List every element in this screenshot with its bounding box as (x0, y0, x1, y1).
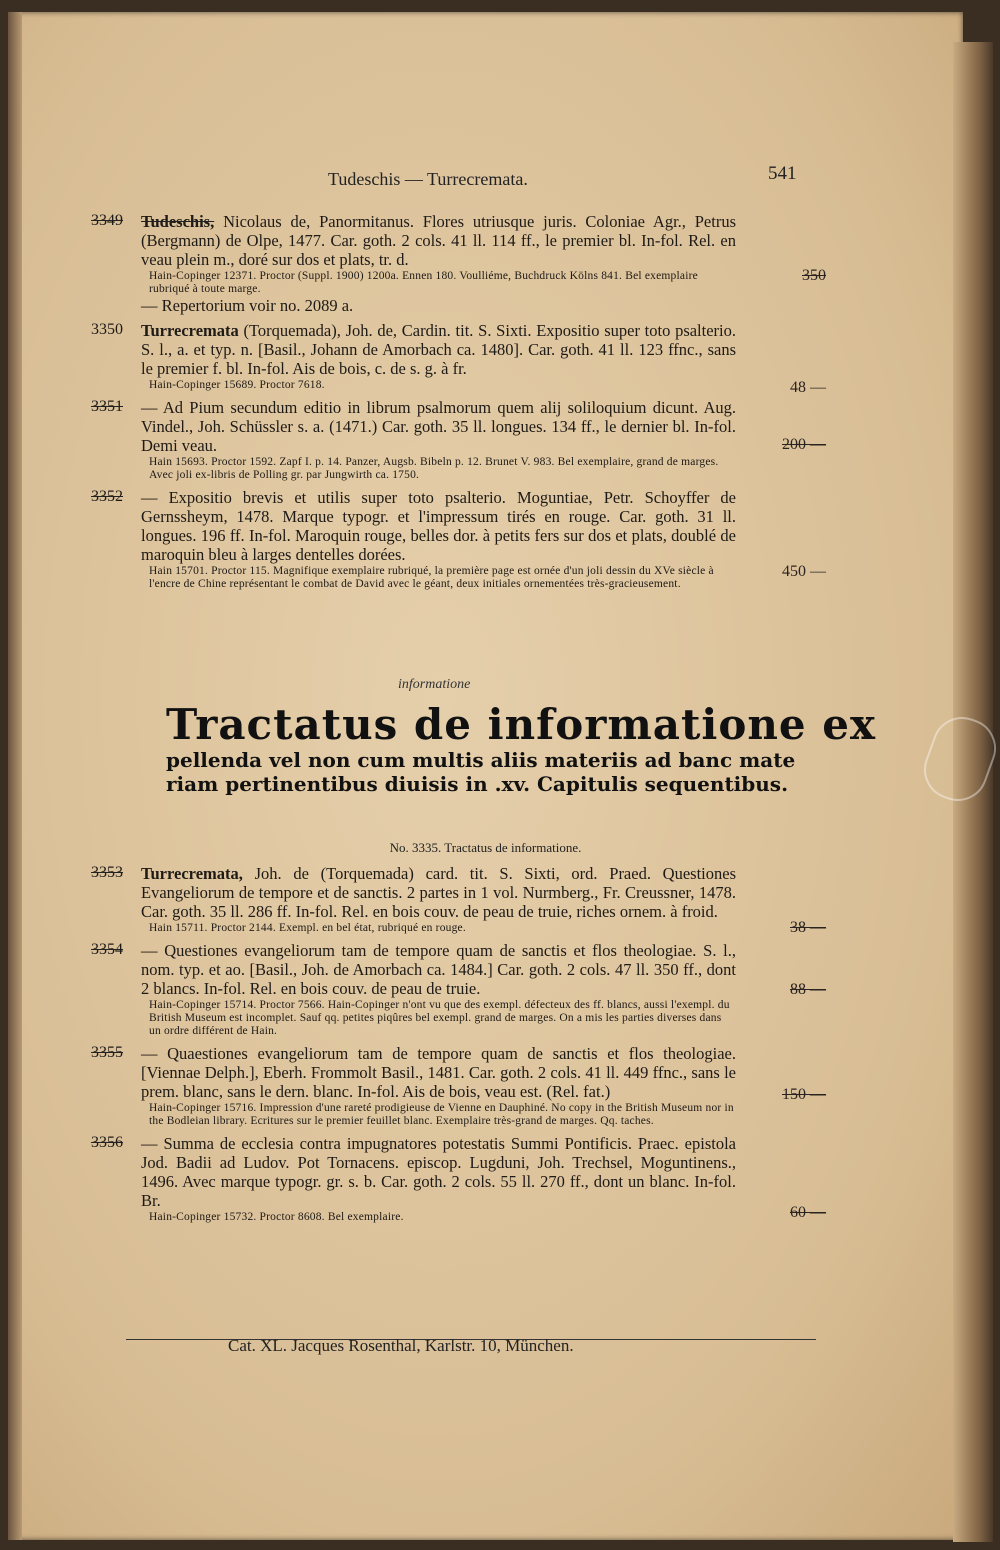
entry-note: Hain-Copinger 15689. Proctor 7618. (149, 379, 325, 391)
catalog-entry (91, 941, 826, 1038)
entry-price: 38 — (790, 919, 826, 936)
entry-sub: — Repertorium voir no. 2089 a. (141, 296, 354, 315)
entry-number: 3354 (91, 941, 123, 958)
woodcut-line-3: riam pertinentibus diuisis in .xv. Capitulis sequentibus. (166, 772, 789, 796)
entry-note: Hain 15693. Proctor 1592. Zapf I. p. 14. Panzer, Augsb. Bibeln p. 12. Brunet V. 983. Bel exemplaire, grand de marges. Avec joli ex-libris de Polling gr. par Jungwirth ca. 1750. (149, 456, 719, 481)
entry-text: Nicolaus de, Panormitanus. Flores utriusque juris. Coloniae Agr., Petrus (Bergmann) de Olpe, 1477. Car. goth. 2 cols. 41 ll. 114 ff., le premier bl. In-fol. Rel. en veau plein m., doré sur dos et plats, tr. d. (141, 212, 737, 269)
page-footer: Cat. XL. Jacques Rosenthal, Karlstr. 10, München. (228, 1336, 574, 1355)
catalog-page (8, 12, 963, 1540)
woodcut-title-facsimile (166, 700, 877, 832)
entry-note: Hain 15701. Proctor 115. Magnifique exemplaire rubriqué, la première page est ornée d'un joli dessin du XVe siècle à l'encre de Chine représentant le combat de David avec le géant, deux initiales ornementées très-gracieusement. (149, 565, 714, 590)
page-header (8, 163, 963, 193)
entry-text: — Expositio brevis et utilis super toto psalterio. Moguntiae, Petr. Schoyffer de Gernssheym, 1478. Marque typogr. et l'impressum tirés en rouge. Car. goth. 31 ll. longues. 196 ff. In-fol. Maroquin rouge, belles dor. à petits fers sur dos et plats, doublé de maroquin bleu à larges dentelles dorées. (141, 488, 736, 564)
entry-text: — Ad Pium secundum editio in librum psalmorum quem alij soliloquium dicunt. Aug. Vindel., Joh. Schüssler s. a. (1471.) Car. goth. 35 ll. longues. 134 ff., le dernier bl. In-fol. Demi veau. (141, 398, 736, 455)
entry-head: Tudeschis, (141, 212, 215, 231)
entry-note: Hain-Copinger 15732. Proctor 8608. Bel exemplaire. (149, 1211, 404, 1223)
entry-note: Hain-Copinger 12371. Proctor (Suppl. 1900) 1200a. Ennen 180. Voulliéme, Buchdruck Kölns 841. Bel exemplaire rubriqué à toute marge. (149, 270, 698, 295)
entry-text: (Torquemada), Joh. de, Cardin. tit. S. Sixti. Expositio super toto psalterio. S. l., a. et typ. n. [Basil., Johann de Amorbach ca. 1480]. Car. goth. 41 ll. 123 ffnc., sans le premier f. bl. In-fol. Ais de bois, c. de s. g. à fr. (141, 321, 737, 378)
handwritten-annotation: informatione (398, 677, 471, 692)
entry-text: — Summa de ecclesia contra impugnatores potestatis Summi Pontificis. Praec. epistola Jod. Badii ad Ludov. Pot Tornacens. episcop. Lugduni, Joh. Trechsel, Moguntinens., 1496. Avec marque typogr. gr. s. b. Car. goth. 2 cols. 55 ll. 270 ff., dont un blanc. In-fol. Br. (141, 1134, 736, 1210)
catalog-entry (91, 864, 826, 936)
entry-head: Turrecremata, (141, 864, 243, 883)
page-number: 541 (768, 163, 797, 184)
catalog-entry (91, 321, 826, 396)
page-gutter (8, 12, 22, 1540)
entry-number: 3355 (91, 1044, 123, 1061)
entry-note: Hain-Copinger 15714. Proctor 7566. Hain-Copinger n'ont vu que des exempl. défecteux des ff. blancs, aussi l'exempl. du British Museum est incomplet. Sauf qq. petites piqûres bel exempl. grand de marges. On a mis les parties diverses dans un ordre différent de Hain. (149, 999, 730, 1037)
entries-top (91, 212, 826, 597)
catalog-entry (91, 1044, 826, 1128)
entry-price: 450 — (782, 563, 826, 580)
entry-head: Turrecremata (141, 321, 239, 340)
entry-price: 60 — (790, 1204, 826, 1221)
catalog-entry (91, 398, 826, 482)
entry-number: 3350 (91, 321, 123, 338)
entry-note: Hain 15711. Proctor 2144. Exempl. en bel état, rubriqué en rouge. (149, 922, 466, 934)
entry-number: 3356 (91, 1134, 123, 1151)
entry-price: 350 (802, 267, 826, 284)
entries-bottom (91, 864, 826, 1230)
woodcut-line-2: pellenda vel non cum multis aliis materiis ad banc mate (166, 748, 796, 772)
entry-price: 150 — (782, 1086, 826, 1103)
catalog-entry (91, 1134, 826, 1224)
woodcut-caption: No. 3335. Tractatus de informatione. (389, 840, 582, 855)
entry-number: 3351 (91, 398, 123, 415)
entry-number: 3349 (91, 212, 123, 229)
entry-number: 3352 (91, 488, 123, 505)
entry-note: Hain-Copinger 15716. Impression d'une rareté prodigieuse de Vienne en Dauphiné. No copy in the British Museum nor in the Bodleian library. Ecritures sur le premier feuillet blanc. Exemplaire très-grand de marges. Qq. taches. (149, 1102, 734, 1127)
entry-number: 3353 (91, 864, 123, 881)
catalog-entry (91, 488, 826, 591)
entry-text: — Quaestiones evangeliorum tam de tempore quam de sanctis et flos theologiae. [Viennae Delph.], Eberh. Frommolt Basil., 1481. Car. goth. 2 cols. 41 ll. 449 ffnc., sans le prem. blanc, sans le dern. blanc. In-fol. Ais de bois, veau est. (Rel. fat.) (141, 1044, 736, 1101)
entry-price: 88 — (790, 981, 826, 998)
entry-price: 200 — (782, 436, 826, 453)
woodcut-line-1: Tractatus de informatione ex (166, 700, 877, 749)
entry-text: Joh. de (Torquemada) card. tit. S. Sixti, ord. Praed. Questiones Evangeliorum de tempore et de sanctis. 2 partes in 1 vol. Nurmberg., Fr. Creussner, 1478. Car. goth. 35 ll. 286 ff. In-fol. Rel. en bois couv. de peau de truie, riches ornem. à froid. (141, 864, 736, 921)
entry-text: — Questiones evangeliorum tam de tempore quam de sanctis et flos theologiae. S. l., nom. typ. et ao. [Basil., Joh. de Amorbach ca. 1484.] Car. goth. 2 cols. 47 ll. 350 ff., dont 2 blancs. In-fol. Rel. en bois couv. de peau de truie. (141, 941, 736, 998)
catalog-entry (91, 212, 826, 315)
entry-price: 48 — (790, 379, 826, 396)
running-head: Tudeschis — Turrecremata. (328, 169, 528, 189)
